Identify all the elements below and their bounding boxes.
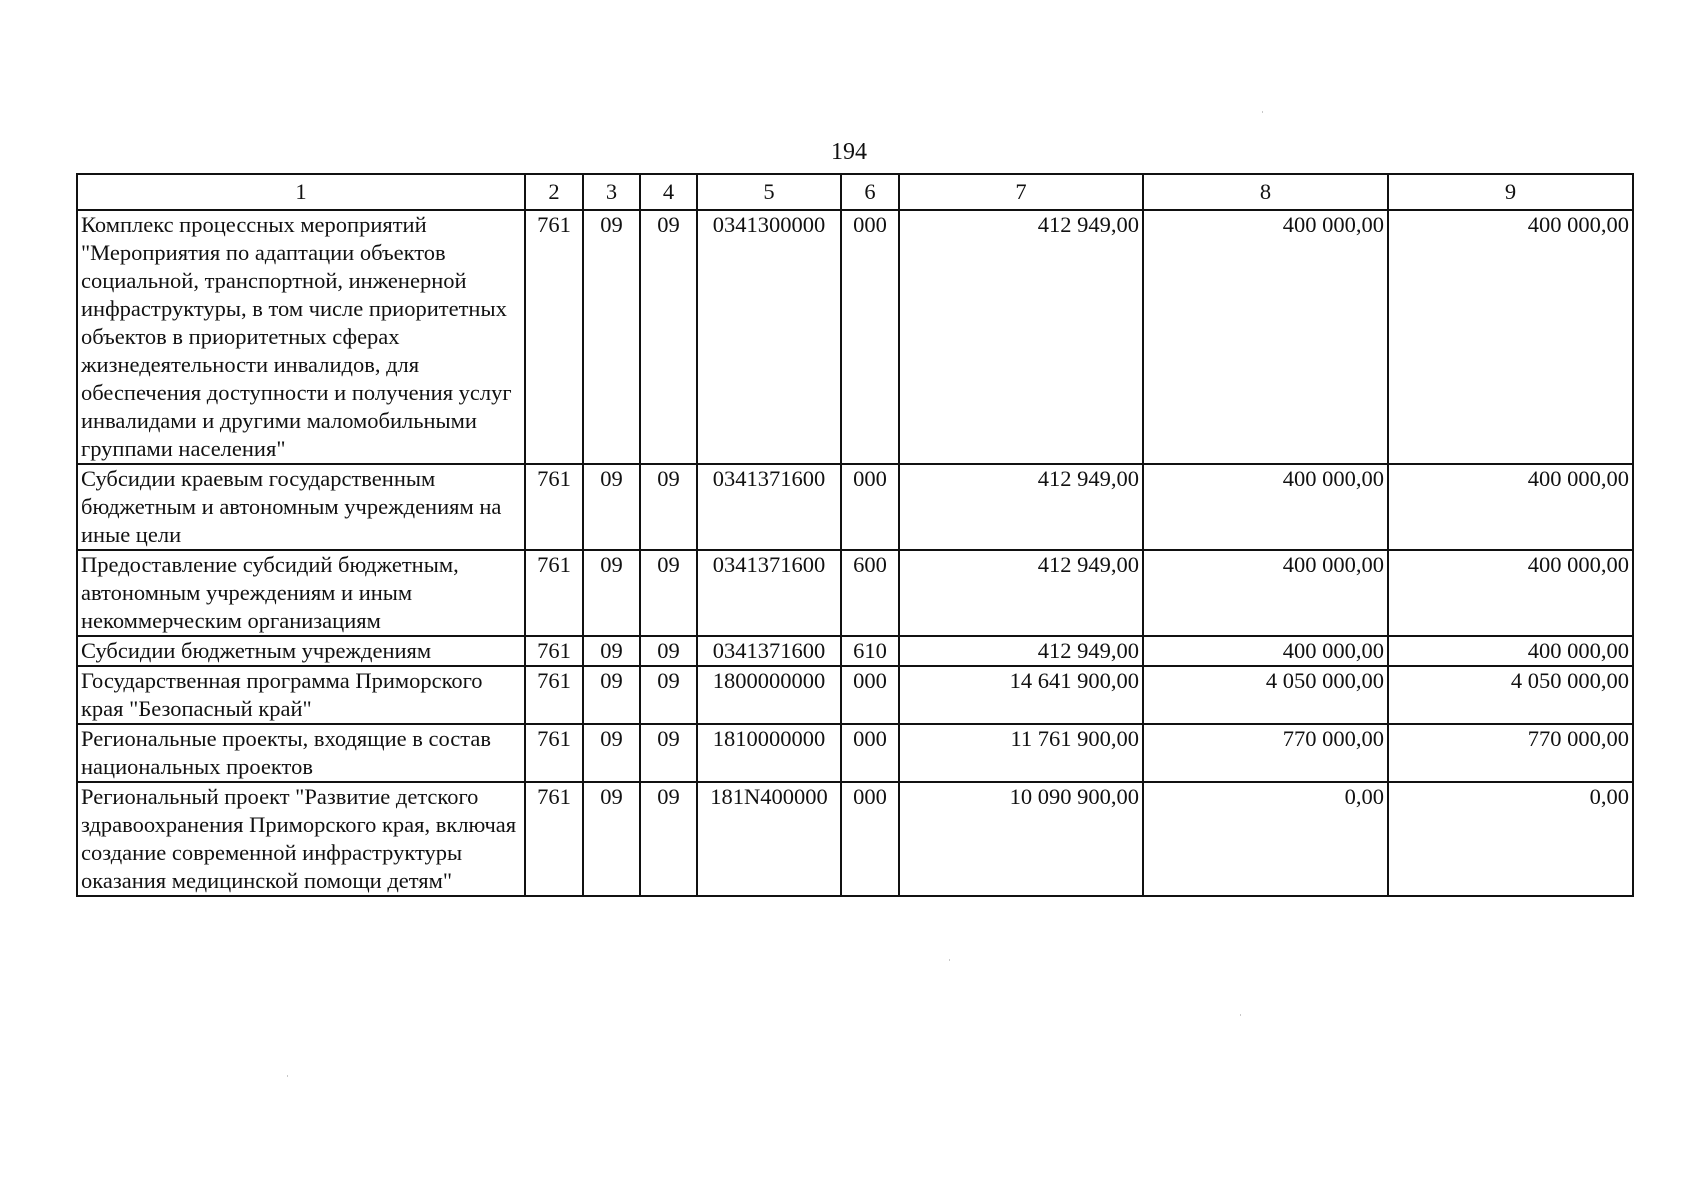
column-number-row — [77, 174, 1633, 210]
row-amount-col8: 400 000,00 — [1143, 210, 1388, 464]
table-row — [77, 636, 1633, 666]
row-code-expense-type: 610 — [841, 636, 899, 666]
column-number-9: 9 — [1388, 174, 1633, 210]
row-name: Региональные проекты, входящие в состав национальных проектов — [77, 724, 525, 782]
row-amount-col9: 4 050 000,00 — [1388, 666, 1633, 724]
row-amount-col9: 400 000,00 — [1388, 210, 1633, 464]
table-row — [77, 666, 1633, 724]
column-number-8: 8 — [1143, 174, 1388, 210]
column-number-4: 4 — [640, 174, 697, 210]
table-row — [77, 210, 1633, 464]
row-code-expense-type: 000 — [841, 782, 899, 896]
row-code-ministry: 761 — [525, 666, 583, 724]
row-amount-col7: 10 090 900,00 — [899, 782, 1143, 896]
scan-speck — [1240, 1014, 1241, 1016]
row-code-target: 0341300000 — [697, 210, 841, 464]
row-amount-col8: 4 050 000,00 — [1143, 666, 1388, 724]
row-code-expense-type: 600 — [841, 550, 899, 636]
row-amount-col7: 14 641 900,00 — [899, 666, 1143, 724]
row-amount-col9: 770 000,00 — [1388, 724, 1633, 782]
table-row — [77, 724, 1633, 782]
row-code-target: 1800000000 — [697, 666, 841, 724]
row-code-subsection: 09 — [640, 666, 697, 724]
row-amount-col7: 412 949,00 — [899, 210, 1143, 464]
row-code-section: 09 — [583, 724, 640, 782]
row-amount-col8: 770 000,00 — [1143, 724, 1388, 782]
page-number: 194 — [831, 139, 867, 165]
row-amount-col8: 0,00 — [1143, 782, 1388, 896]
row-code-subsection: 09 — [640, 550, 697, 636]
row-code-target: 0341371600 — [697, 550, 841, 636]
row-code-ministry: 761 — [525, 210, 583, 464]
row-code-target: 0341371600 — [697, 636, 841, 666]
row-code-ministry: 761 — [525, 464, 583, 550]
row-amount-col7: 412 949,00 — [899, 550, 1143, 636]
row-code-target: 181N400000 — [697, 782, 841, 896]
row-name: Субсидии бюджетным учреждениям — [77, 636, 525, 666]
row-amount-col9: 400 000,00 — [1388, 636, 1633, 666]
row-name: Субсидии краевым государственным бюджетным и автономным учреждениям на иные цели — [77, 464, 525, 550]
row-amount-col7: 412 949,00 — [899, 464, 1143, 550]
row-amount-col9: 400 000,00 — [1388, 464, 1633, 550]
row-code-subsection: 09 — [640, 724, 697, 782]
column-number-5: 5 — [697, 174, 841, 210]
row-code-target: 1810000000 — [697, 724, 841, 782]
row-code-section: 09 — [583, 636, 640, 666]
row-code-expense-type: 000 — [841, 666, 899, 724]
column-number-6: 6 — [841, 174, 899, 210]
column-number-3: 3 — [583, 174, 640, 210]
row-name: Предоставление субсидий бюджетным, автономным учреждениям и иным некоммерческим организациям — [77, 550, 525, 636]
row-code-subsection: 09 — [640, 782, 697, 896]
column-number-1: 1 — [77, 174, 525, 210]
scan-speck — [1262, 111, 1263, 113]
row-code-subsection: 09 — [640, 210, 697, 464]
row-name: Государственная программа Приморского края "Безопасный край" — [77, 666, 525, 724]
row-amount-col8: 400 000,00 — [1143, 464, 1388, 550]
row-code-ministry: 761 — [525, 550, 583, 636]
row-code-section: 09 — [583, 782, 640, 896]
row-name: Комплекс процессных мероприятий "Мероприятия по адаптации объектов социальной, транспортной, инженерной инфраструктуры, в том числе приоритетных объектов в приоритетных сферах жизнедеятельности инвалидов, для обеспечения доступности и получения услуг инвалидами и другими маломобильными группами населения" — [77, 210, 525, 464]
row-amount-col9: 0,00 — [1388, 782, 1633, 896]
table-row — [77, 464, 1633, 550]
scan-speck — [949, 959, 950, 961]
row-code-expense-type: 000 — [841, 464, 899, 550]
row-code-section: 09 — [583, 464, 640, 550]
row-amount-col7: 412 949,00 — [899, 636, 1143, 666]
row-name: Региональный проект "Развитие детского здравоохранения Приморского края, включая создание современной инфраструктуры оказания медицинской помощи детям" — [77, 782, 525, 896]
row-code-ministry: 761 — [525, 782, 583, 896]
scan-speck — [287, 1075, 288, 1077]
row-code-ministry: 761 — [525, 636, 583, 666]
column-number-2: 2 — [525, 174, 583, 210]
row-code-subsection: 09 — [640, 636, 697, 666]
row-code-expense-type: 000 — [841, 210, 899, 464]
table-row — [77, 550, 1633, 636]
row-code-target: 0341371600 — [697, 464, 841, 550]
row-code-section: 09 — [583, 666, 640, 724]
row-code-section: 09 — [583, 210, 640, 464]
column-number-7: 7 — [899, 174, 1143, 210]
row-code-expense-type: 000 — [841, 724, 899, 782]
table-row — [77, 782, 1633, 896]
budget-table — [76, 173, 1634, 897]
row-code-ministry: 761 — [525, 724, 583, 782]
row-code-subsection: 09 — [640, 464, 697, 550]
row-amount-col9: 400 000,00 — [1388, 550, 1633, 636]
row-amount-col7: 11 761 900,00 — [899, 724, 1143, 782]
row-code-section: 09 — [583, 550, 640, 636]
row-amount-col8: 400 000,00 — [1143, 636, 1388, 666]
row-amount-col8: 400 000,00 — [1143, 550, 1388, 636]
